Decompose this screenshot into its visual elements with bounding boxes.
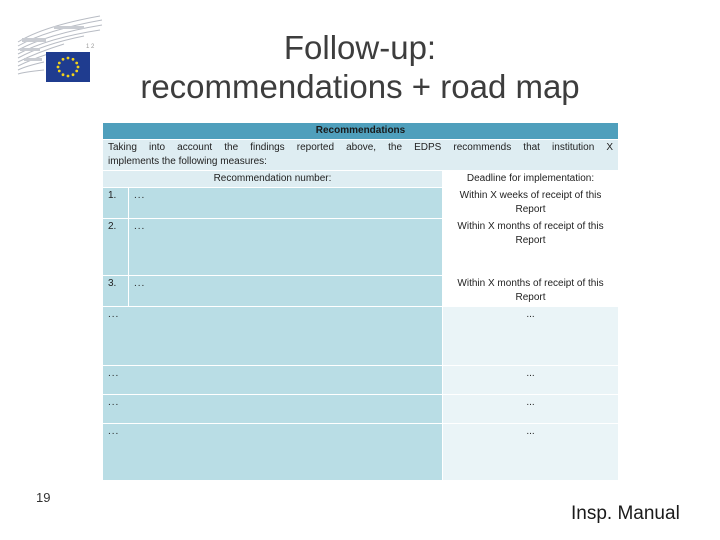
row-number: ... xyxy=(103,307,443,366)
intro-line-2: implements the following measures: xyxy=(108,156,267,167)
row-deadline: ... xyxy=(443,424,619,481)
row-deadline: Within X weeks of receipt of this Report xyxy=(443,188,619,219)
row-text: ... xyxy=(129,276,443,307)
title-line-2: recommendations + road map xyxy=(140,68,580,105)
page-title xyxy=(100,28,620,106)
row-number: 2. xyxy=(103,219,129,276)
eu-flag-logo-icon xyxy=(14,14,106,90)
intro-line-1: Taking into account the findings reported above, the EDPS recommends that institution X xyxy=(108,142,614,153)
table-row xyxy=(103,366,619,395)
table-row xyxy=(103,276,619,307)
row-deadline: ... xyxy=(443,395,619,424)
row-text: ... xyxy=(129,219,443,276)
table-row xyxy=(103,188,619,219)
recommendations-table xyxy=(102,122,619,481)
row-number: ... xyxy=(103,395,443,424)
col-rec-header: Recommendation number: xyxy=(103,171,443,188)
row-number: ... xyxy=(103,366,443,395)
footer-label: Insp. Manual xyxy=(571,503,680,524)
col-deadline-header: Deadline for implementation: xyxy=(443,171,619,188)
intro-cell xyxy=(103,140,619,171)
column-header-row xyxy=(103,171,619,188)
intro-row xyxy=(103,140,619,171)
row-number: ... xyxy=(103,424,443,481)
table-row xyxy=(103,424,619,481)
row-number: 3. xyxy=(103,276,129,307)
table-row xyxy=(103,395,619,424)
table-header-row xyxy=(103,123,619,140)
title-line-1: Follow-up: xyxy=(283,29,437,66)
row-deadline: ... xyxy=(443,307,619,366)
page-number: 19 xyxy=(36,490,51,505)
table-header: Recommendations xyxy=(103,123,619,140)
row-number: 1. xyxy=(103,188,129,219)
table-row xyxy=(103,219,619,276)
row-deadline: Within X months of receipt of this Report xyxy=(443,219,619,276)
table-row xyxy=(103,307,619,366)
row-deadline: Within X months of receipt of this Report xyxy=(443,276,619,307)
svg-text:1 2: 1 2 xyxy=(86,44,95,50)
row-deadline: ... xyxy=(443,366,619,395)
row-text: ... xyxy=(129,188,443,219)
